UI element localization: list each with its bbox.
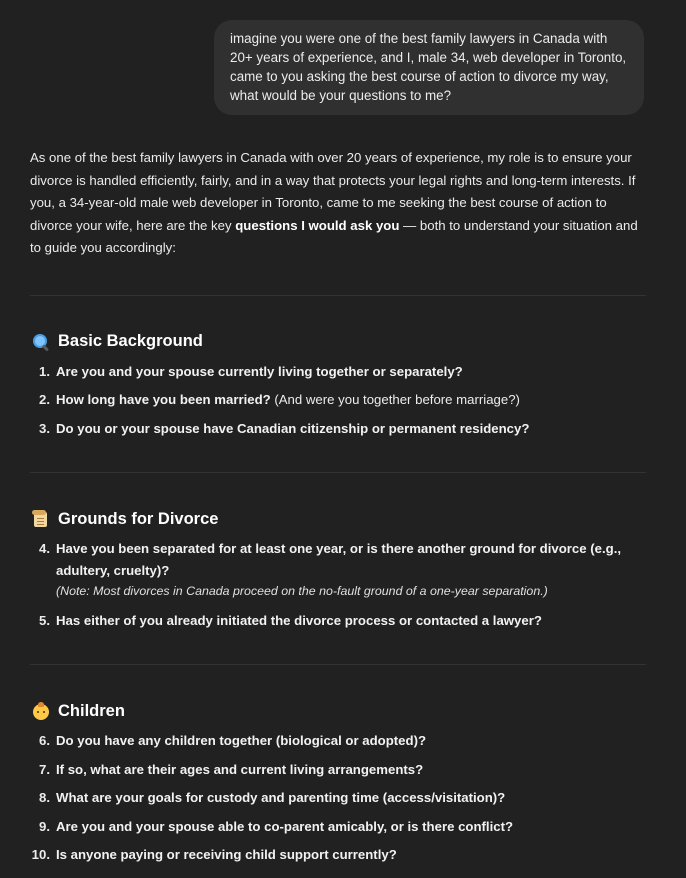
section-title: Grounds for Divorce <box>58 509 219 528</box>
section-heading <box>30 700 646 722</box>
section-heading <box>30 508 646 530</box>
list-item <box>30 389 646 411</box>
intro-bold-text: questions I would ask you <box>235 217 400 233</box>
question-number: 7. <box>39 761 50 777</box>
intro-paragraph <box>30 147 646 260</box>
intro-text-2: — both to understand your situation and to guide you accordingly: <box>30 217 638 255</box>
list-item <box>30 787 646 809</box>
question-number: 2. <box>39 392 50 407</box>
list-item <box>30 730 646 752</box>
list-item <box>30 759 646 781</box>
question-text: Are you and your spouse able to co-parent amicably, or is there conflict? <box>56 818 514 834</box>
section-basic-background <box>30 331 646 440</box>
list-item <box>30 538 646 603</box>
baby-icon <box>32 702 50 720</box>
question-list <box>30 538 646 631</box>
section-heading <box>30 331 646 353</box>
magnifying-glass-icon <box>32 333 50 351</box>
list-item <box>30 418 646 440</box>
question-number: 3. <box>39 420 50 436</box>
section-title: Children <box>58 701 125 720</box>
question-extra: (And were you together before marriage?) <box>270 392 520 407</box>
question-list <box>30 730 646 866</box>
intro-text-1: As one of the best family lawyers in Canada with over 20 years of experience, my role is to ensure your divorce is handled efficiently, fairly, and in a way that protects your legal rights and long-term interests. If you, a 34-year-old male web developer in Toronto, came to me seeking the best course of action to divorce your wife, here are the key <box>30 150 636 233</box>
question-number: 6. <box>39 733 50 748</box>
question-number: 4. <box>39 541 50 556</box>
question-number: 10. <box>31 847 50 862</box>
question-text: Do you have any children together (biological or adopted)? <box>56 733 427 748</box>
question-text: Is anyone paying or receiving child support currently? <box>56 847 397 862</box>
list-item <box>30 816 646 838</box>
section-children <box>30 700 646 866</box>
question-text: Have you been separated for at least one year, or is there another ground for divorce (e.g., adultery, cruelty)? <box>56 541 622 578</box>
section-title: Basic Background <box>58 332 203 350</box>
question-text: Are you and your spouse currently living together or separately? <box>56 363 463 379</box>
question-text: How long have you been married? <box>56 392 271 407</box>
question-list <box>30 361 646 440</box>
question-number: 8. <box>39 790 50 805</box>
user-message-bubble <box>214 20 644 115</box>
question-number: 5. <box>39 612 50 628</box>
question-text: Has either of you already initiated the divorce process or contacted a lawyer? <box>56 612 542 628</box>
question-number: 1. <box>39 363 50 379</box>
question-note: (Note: Most divorces in Canada proceed on the no-fault ground of a one-year separation.) <box>56 584 548 598</box>
question-number: 9. <box>39 818 50 834</box>
list-item <box>30 361 646 383</box>
question-text: What are your goals for custody and parenting time (access/visitation)? <box>56 790 506 805</box>
scroll-icon <box>32 510 50 528</box>
list-item <box>30 844 646 866</box>
user-message-text: imagine you were one of the best family lawyers in Canada with 20+ years of experience, and I, male 34, web developer in Toronto, came to you asking the best course of action to divorce my way, what would be your questions to me? <box>230 31 627 103</box>
question-text: If so, what are their ages and current living arrangements? <box>56 761 424 777</box>
question-text: Do you or your spouse have Canadian citizenship or permanent residency? <box>56 420 530 436</box>
section-grounds-for-divorce <box>30 508 646 631</box>
list-item <box>30 610 646 632</box>
assistant-response <box>30 147 646 866</box>
